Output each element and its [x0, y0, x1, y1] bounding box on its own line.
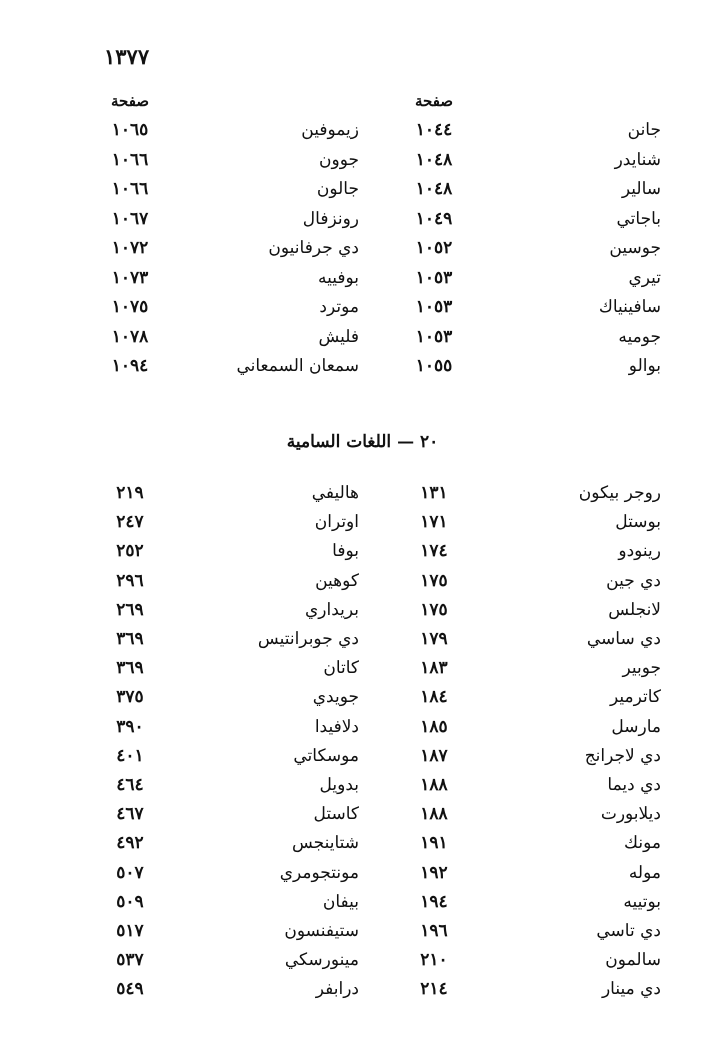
index-name-right: جوسين	[609, 238, 661, 258]
index-row	[0, 356, 725, 384]
index-page-right: ١٠٤٩	[415, 208, 453, 229]
index-name-right: مارسل	[611, 716, 661, 737]
index-row	[0, 775, 725, 803]
page-number: ١٣٧٧	[104, 44, 150, 69]
index-row	[0, 717, 725, 745]
index-row	[0, 512, 725, 540]
column-header-page-right: صفحة	[414, 92, 454, 110]
index-name-left: جويدي	[312, 687, 359, 708]
index-name-right: شنايدر	[614, 149, 661, 170]
index-name-right: جوبير	[622, 658, 661, 679]
section-title: ٢٠ — اللغات السامية	[286, 432, 439, 452]
index-page-left: ٣٦٩	[116, 658, 144, 679]
index-page-left: ٤٠١	[116, 745, 144, 766]
index-page-right: ١٠٥٥	[415, 356, 453, 376]
index-page-left: ٥٣٧	[116, 950, 144, 971]
index-row	[0, 833, 725, 861]
index-row	[0, 268, 725, 296]
index-name-left: هاليفي	[311, 483, 359, 503]
index-name-left: مينورسكي	[284, 950, 359, 971]
index-page-right: ١٨٧	[420, 745, 448, 766]
index-name-left: بدويل	[319, 775, 359, 795]
index-name-left: مونتجومري	[279, 862, 359, 883]
index-name-left: موترد	[319, 297, 359, 317]
index-name-right: جانن	[627, 120, 661, 140]
index-page-right: ١٩٤	[420, 891, 448, 912]
index-page-right: ٢١٤	[420, 979, 448, 1000]
index-page-left: ٥٠٧	[116, 862, 144, 883]
index-page-left: ١٠٧٥	[111, 297, 149, 317]
index-name-left: كاتان	[323, 658, 359, 679]
index-page-left: ٥٤٩	[116, 979, 144, 1000]
index-name-left: بريداري	[304, 599, 359, 620]
index-page-left: ١٠٩٤	[111, 356, 149, 376]
index-row	[0, 571, 725, 599]
index-name-left: شتاينجس	[291, 833, 359, 854]
index-name-left: فليش	[318, 326, 359, 347]
index-name-left: جالون	[316, 179, 359, 199]
index-page-right: ١٨٤	[420, 687, 448, 708]
index-page-right: ١٠٥٣	[415, 297, 453, 317]
index-name-right: رينودو	[618, 541, 661, 562]
index-name-left: ستيفنسون	[284, 921, 359, 941]
index-page-right: ١٩١	[420, 833, 448, 854]
index-row	[0, 746, 725, 774]
index-name-left: بوفا	[332, 541, 359, 562]
index-row	[0, 979, 725, 1007]
index-name-right: دي لاجرانج	[584, 745, 661, 766]
index-row	[0, 600, 725, 628]
index-page-left: ١٠٧٢	[111, 238, 149, 258]
index-page-left: ٢٦٩	[116, 599, 144, 620]
index-row	[0, 541, 725, 569]
index-page-right: ١٠٥٣	[415, 267, 453, 288]
index-page-right: ١٠٥٣	[415, 326, 453, 347]
index-row	[0, 209, 725, 237]
index-name-right: سالمون	[605, 950, 661, 971]
index-page-right: ١٨٥	[420, 716, 448, 737]
index-name-right: لانجلس	[608, 599, 661, 620]
index-name-left: جوون	[319, 149, 359, 170]
index-name-left: اوتران	[314, 512, 359, 533]
index-row	[0, 238, 725, 266]
index-name-right: مونك	[624, 833, 661, 854]
index-row	[0, 150, 725, 178]
index-page-right: ١٧١	[420, 512, 448, 533]
index-page-right: ١٠٥٢	[415, 238, 453, 258]
index-name-right: جوميه	[618, 326, 661, 347]
index-row	[0, 658, 725, 686]
index-row	[0, 950, 725, 978]
index-row	[0, 921, 725, 949]
index-name-left: سمعان السمعاني	[236, 356, 359, 376]
index-page-right: ١٠٤٤	[415, 120, 453, 140]
index-page-right: ١٨٨	[420, 804, 448, 825]
index-name-right: دي تاسي	[596, 921, 661, 941]
index-page-left: ١٠٦٦	[111, 149, 149, 170]
index-page-left: ٢١٩	[116, 483, 144, 503]
index-page-left: ٥٠٩	[116, 891, 144, 912]
index-row	[0, 483, 725, 511]
column-header-page-left: صفحة	[110, 92, 150, 110]
index-page-left: ٥١٧	[116, 921, 144, 941]
index-row	[0, 863, 725, 891]
index-name-left: كوهين	[315, 570, 359, 591]
index-row	[0, 687, 725, 715]
index-page-left: ٤٦٤	[116, 775, 144, 795]
index-name-right: سالير	[621, 179, 661, 199]
index-page-right: ٢١٠	[420, 950, 448, 971]
index-name-left: دي جرفانيون	[268, 238, 359, 258]
index-name-right: بوستل	[615, 512, 661, 533]
index-row	[0, 327, 725, 355]
index-name-right: بوالو	[628, 356, 661, 376]
index-name-left: زيموفين	[301, 120, 359, 140]
index-page-left: ٢٥٢	[116, 541, 144, 562]
index-row	[0, 297, 725, 325]
index-row	[0, 629, 725, 657]
index-page-left: ١٠٦٦	[111, 179, 149, 199]
index-name-right: دي ديما	[607, 775, 661, 795]
index-name-right: دي مينار	[601, 979, 661, 1000]
index-page-right: ١٧٥	[420, 570, 448, 591]
index-name-right: دي جين	[606, 570, 661, 591]
index-name-right: تيري	[628, 267, 661, 288]
index-name-right: ديلابورت	[600, 804, 661, 825]
index-page-left: ٣٦٩	[116, 629, 144, 649]
index-row	[0, 892, 725, 920]
index-name-left: كاستل	[313, 804, 359, 825]
index-name-left: درابفر	[315, 979, 359, 1000]
index-page-left: ٤٩٢	[116, 833, 144, 854]
index-page-right: ١٧٤	[420, 541, 448, 562]
index-page-right: ١٣١	[420, 483, 448, 503]
index-page-left: ١٠٧٣	[111, 267, 149, 288]
index-page-left: ٤٦٧	[116, 804, 144, 825]
index-page-right: ١٧٥	[420, 599, 448, 620]
index-page-left: ٣٧٥	[116, 687, 144, 708]
index-name-left: موسكاتي	[293, 745, 359, 766]
index-row	[0, 804, 725, 832]
index-name-right: دي ساسي	[586, 629, 661, 649]
index-page-left: ٣٩٠	[116, 716, 144, 737]
index-page-right: ١٨٣	[420, 658, 448, 679]
index-name-right: كاترمير	[610, 687, 661, 708]
index-name-right: باجاتي	[616, 208, 661, 229]
index-name-left: دي جوبرانتيس	[257, 629, 359, 649]
index-name-right: بوتييه	[623, 891, 661, 912]
index-page-right: ١٠٤٨	[415, 179, 453, 199]
index-page-left: ١٠٦٧	[111, 208, 149, 229]
index-name-left: دلافيدا	[314, 716, 359, 737]
index-name-left: بيفان	[322, 891, 359, 912]
index-name-left: رونزفال	[302, 208, 359, 229]
index-page-left: ٢٩٦	[116, 570, 144, 591]
index-page-left: ١٠٧٨	[111, 326, 149, 347]
index-page-right: ١٨٨	[420, 775, 448, 795]
index-page-right: ١٩٦	[420, 921, 448, 941]
index-page-left: ٢٤٧	[116, 512, 144, 533]
index-page-left: ١٠٦٥	[111, 120, 149, 140]
index-row	[0, 120, 725, 148]
index-name-right: سافينياك	[598, 297, 661, 317]
index-name-right: روجر بيكون	[578, 483, 661, 503]
index-page-right: ١٧٩	[420, 629, 448, 649]
index-name-left: بوفييه	[317, 267, 359, 288]
index-page-right: ١٩٢	[420, 862, 448, 883]
index-name-right: موله	[628, 862, 661, 883]
index-row	[0, 179, 725, 207]
index-page-right: ١٠٤٨	[415, 149, 453, 170]
